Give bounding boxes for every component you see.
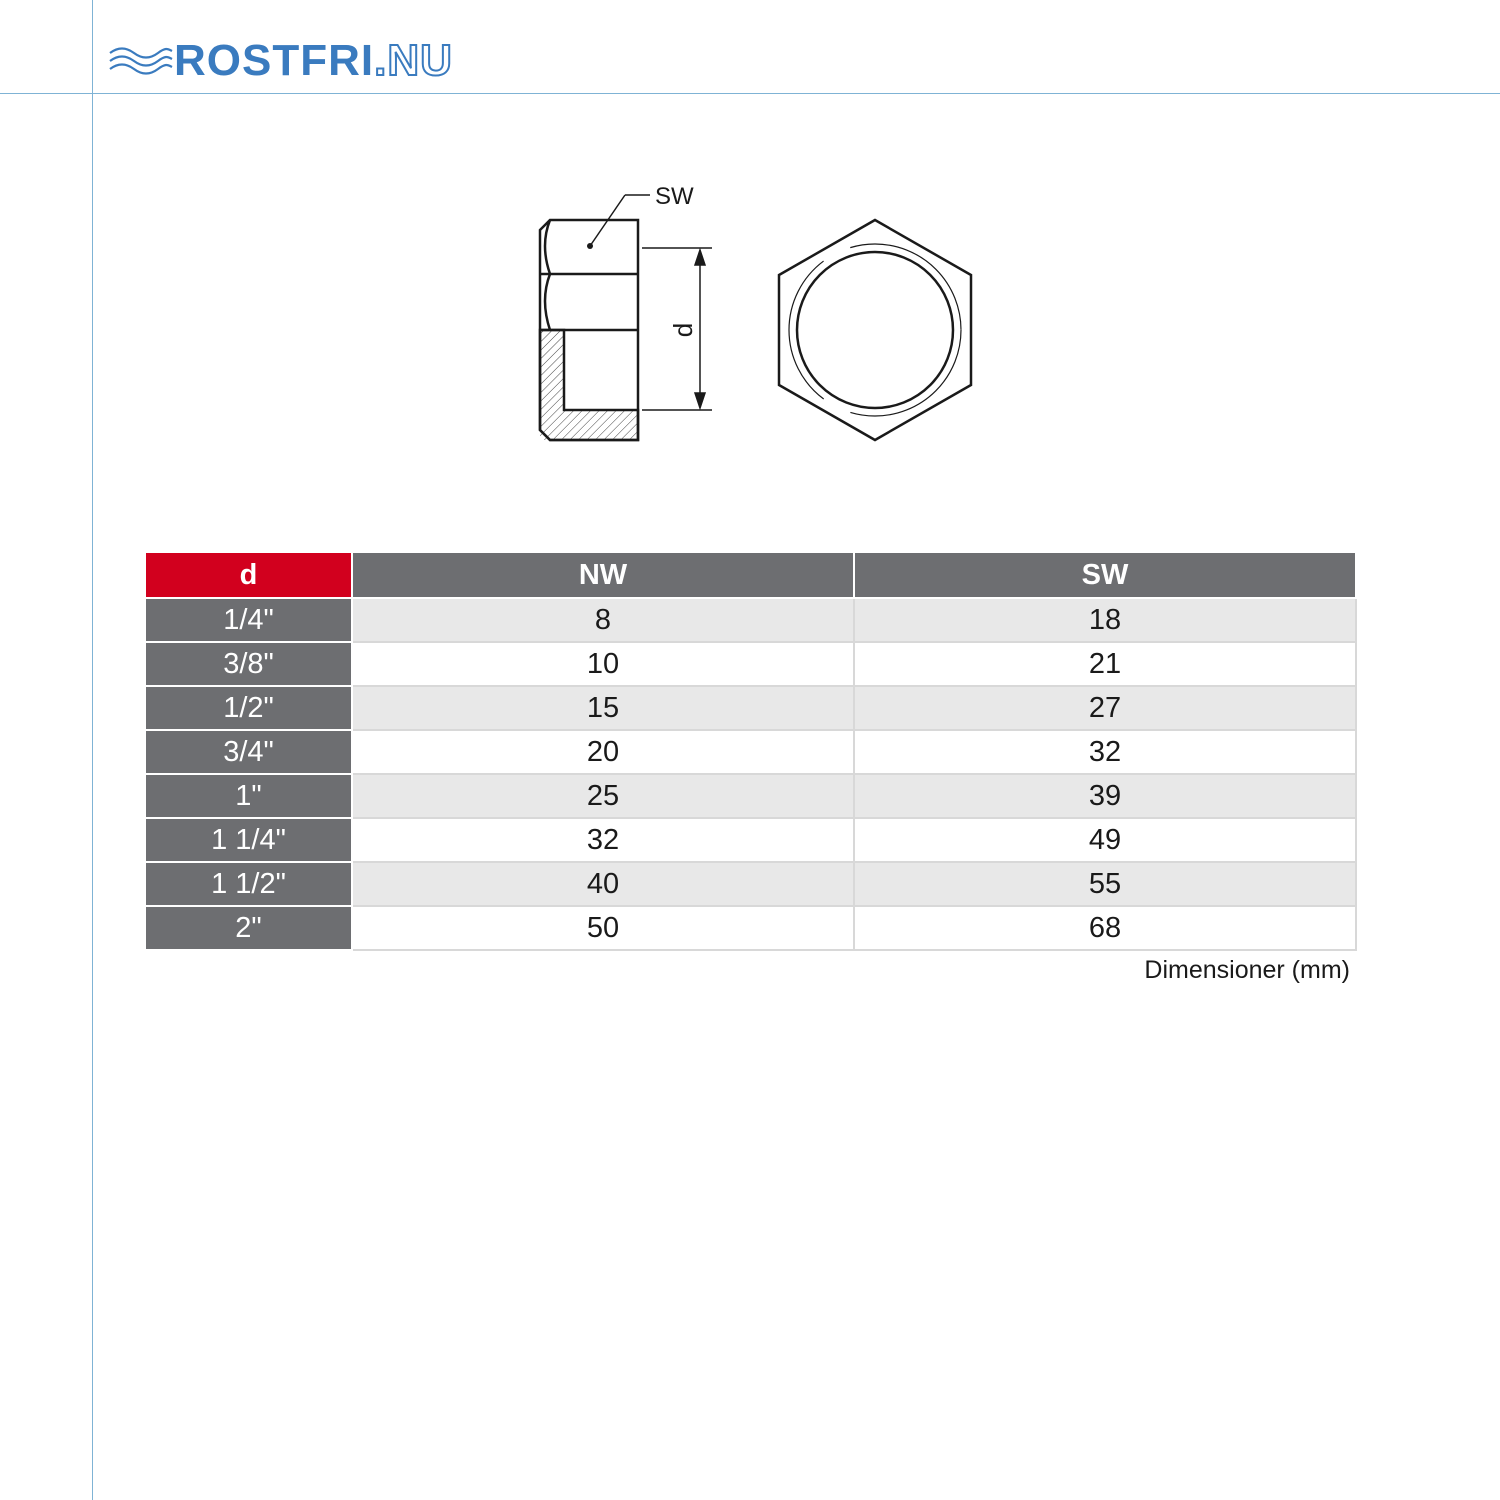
cell-d: 1 1/2" bbox=[145, 862, 352, 906]
cell-sw: 18 bbox=[854, 598, 1356, 642]
cell-d: 3/8" bbox=[145, 642, 352, 686]
cell-sw: 55 bbox=[854, 862, 1356, 906]
brand-suffix: .NU bbox=[374, 36, 453, 85]
cell-sw: 49 bbox=[854, 818, 1356, 862]
table-row bbox=[145, 862, 1356, 906]
cell-sw: 27 bbox=[854, 686, 1356, 730]
cell-d: 3/4" bbox=[145, 730, 352, 774]
table-row bbox=[145, 642, 1356, 686]
table-row bbox=[145, 774, 1356, 818]
cell-d: 2" bbox=[145, 906, 352, 950]
cell-d: 1/2" bbox=[145, 686, 352, 730]
d-dimension-label: d bbox=[668, 322, 698, 338]
technical-drawing bbox=[500, 170, 1020, 460]
cell-d: 1 1/4" bbox=[145, 818, 352, 862]
sw-callout-label: SW bbox=[655, 183, 694, 210]
cell-nw: 25 bbox=[352, 774, 854, 818]
hex-cap-drawing bbox=[500, 170, 1020, 460]
cell-d: 1" bbox=[145, 774, 352, 818]
table-row bbox=[145, 686, 1356, 730]
cell-sw: 32 bbox=[854, 730, 1356, 774]
header-nw: NW bbox=[352, 552, 854, 598]
cell-nw: 8 bbox=[352, 598, 854, 642]
guide-line-vertical bbox=[92, 0, 93, 1500]
cell-nw: 10 bbox=[352, 642, 854, 686]
cell-sw: 21 bbox=[854, 642, 1356, 686]
header-d: d bbox=[145, 552, 352, 598]
units-note: Dimensioner (mm) bbox=[1144, 956, 1350, 984]
side-view bbox=[540, 195, 650, 440]
waves-icon bbox=[108, 44, 174, 78]
cell-sw: 68 bbox=[854, 906, 1356, 950]
brand-logo bbox=[108, 36, 453, 86]
cell-nw: 15 bbox=[352, 686, 854, 730]
table-row bbox=[145, 598, 1356, 642]
table-header-row bbox=[145, 552, 1356, 598]
table-row bbox=[145, 730, 1356, 774]
cell-d: 1/4" bbox=[145, 598, 352, 642]
table-row bbox=[145, 818, 1356, 862]
table-row bbox=[145, 906, 1356, 950]
cell-nw: 20 bbox=[352, 730, 854, 774]
front-view bbox=[779, 220, 971, 440]
header-sw: SW bbox=[854, 552, 1356, 598]
table-body bbox=[145, 598, 1356, 950]
cell-nw: 40 bbox=[352, 862, 854, 906]
cell-sw: 39 bbox=[854, 774, 1356, 818]
cell-nw: 32 bbox=[352, 818, 854, 862]
dimensions-table bbox=[144, 551, 1357, 951]
cell-nw: 50 bbox=[352, 906, 854, 950]
brand-name: ROSTFRI bbox=[174, 36, 375, 85]
guide-line-horizontal bbox=[0, 93, 1500, 94]
